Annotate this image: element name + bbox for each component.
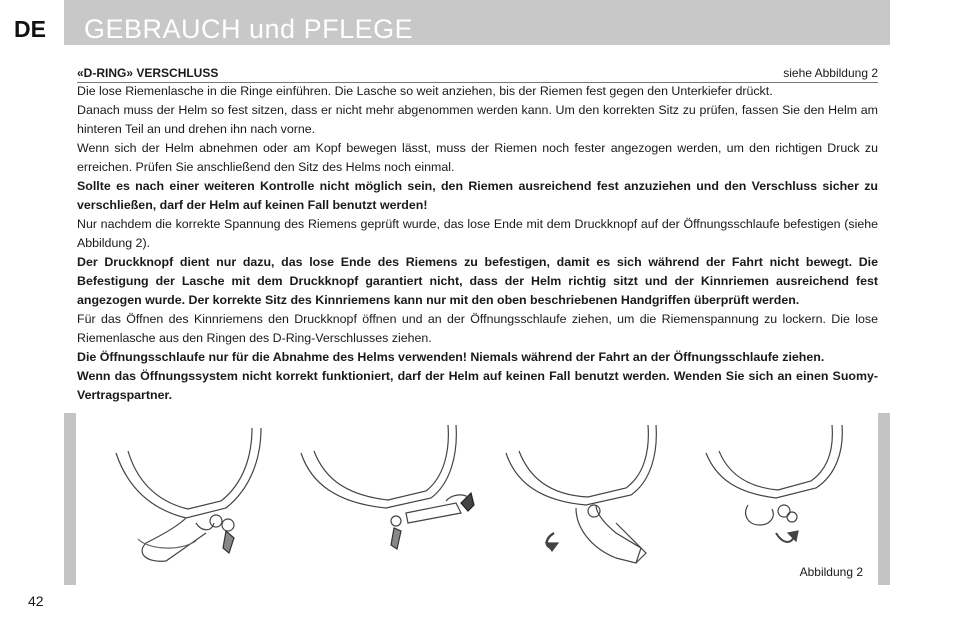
figure-frame <box>64 413 890 585</box>
figure-reference: siehe Abbildung 2 <box>783 66 878 80</box>
page-number: 42 <box>28 593 44 609</box>
strap-illustration-3 <box>506 425 656 563</box>
warning-paragraph: Wenn das Öffnungssystem nicht korrekt funktioniert, darf der Helm auf keinen Fall benutzt werden. Wenden Sie sich an einen Suomy-Vertragspartner. <box>77 369 878 402</box>
warning-paragraph: Sollte es nach einer weiteren Kontrolle nicht möglich sein, den Riemen ausreichend fest anzuziehen und den Verschluss sicher zu verschließen, darf der Helm auf keinen Fall benutzt werden! <box>77 179 878 212</box>
warning-paragraph: Die Öffnungsschlaufe nur für die Abnahme des Helms verwenden! Niemals während der Fahrt an der Öffnungsschlaufe ziehen. <box>77 350 825 364</box>
title-bar <box>64 0 890 45</box>
paragraph: Nur nachdem die korrekte Spannung des Riemens geprüft wurde, das lose Ende mit dem Druckknopf auf der Öffnungsschlaufe befestigen (siehe Abbildung 2). <box>77 217 878 250</box>
paragraph: Wenn sich der Helm abnehmen oder am Kopf bewegen lässt, muss der Riemen noch fester angezogen werden, um den richtigen Druck zu erreichen. Prüfen Sie anschließend den Sitz des Helms noch einmal. <box>77 141 878 174</box>
language-code: DE <box>14 16 46 42</box>
warning-paragraph: Der Druckknopf dient nur dazu, das lose Ende des Riemens zu befestigen, damit es sich während der Fahrt nicht bewegt. Die Befestigung der Lasche mit dem Druckknopf garantiert nicht, dass der Helm richtig sitzt und der Kinnriemen ausreichend fest angezogen wurde. Der korrekte Sitz des Kinnriemens kann nur mit den oben beschriebenen Handgriffen überprüft werden. <box>77 255 878 307</box>
paragraph: Für das Öffnen des Kinnriemens den Druckknopf öffnen und an der Öffnungsschlaufe ziehen, um die Riemenspannung zu lockern. Die lose Riemenlasche aus den Ringen des D-Ring-Verschlusses ziehen. <box>77 312 878 345</box>
page-title: GEBRAUCH und PFLEGE <box>84 14 414 44</box>
strap-illustration-4 <box>706 425 842 542</box>
figure-caption: Abbildung 2 <box>799 565 863 579</box>
figure-panel <box>76 413 878 585</box>
strap-illustration-2 <box>301 425 474 549</box>
strap-illustrations <box>76 413 878 585</box>
strap-illustration-1 <box>116 428 261 561</box>
section-header <box>77 66 878 83</box>
body-text <box>77 82 878 405</box>
paragraph: Danach muss der Helm so fest sitzen, dass er nicht mehr abgenommen werden kann. Um den korrekten Sitz zu prüfen, fassen Sie den Helm am hinteren Teil an und drehen ihn nach vorne. <box>77 103 878 136</box>
paragraph: Die lose Riemenlasche in die Ringe einführen. Die Lasche so weit anziehen, bis der Riemen fest gegen den Unterkiefer drückt. <box>77 84 773 98</box>
section-title: «D-RING» VERSCHLUSS <box>77 66 219 80</box>
